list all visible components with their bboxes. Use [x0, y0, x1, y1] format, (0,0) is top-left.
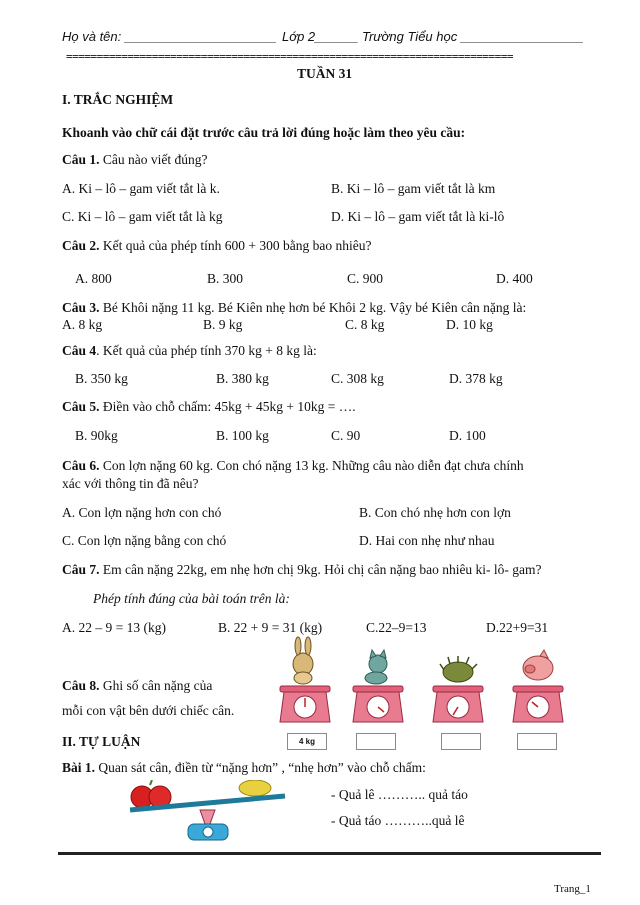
apple-icon: [131, 780, 171, 808]
q7-option-c[interactable]: C.22–9=13: [366, 620, 427, 635]
rabbit-icon: [293, 637, 313, 684]
q2-option-b[interactable]: B. 300: [207, 271, 244, 286]
scale-2: [353, 686, 403, 722]
q6-option-c[interactable]: C. Con lợn nặng bằng con chó: [62, 533, 227, 548]
q2-prompt: Câu 2. Kết quả của phép tính 600 + 300 bằng bao nhiêu?: [62, 238, 372, 253]
q1-option-b[interactable]: B. Ki – lô – gam viết tắt là km: [331, 181, 496, 196]
answer-box-4[interactable]: [517, 733, 557, 750]
q3-prompt: Câu 3. Bé Khôi nặng 11 kg. Bé Kiên nhẹ hơn bé Khôi 2 kg. Vậy bé Kiên cân nặng là:: [62, 300, 527, 315]
q6-option-b[interactable]: B. Con chó nhẹ hơn con lợn: [359, 505, 511, 520]
part1-title: I. TRẮC NGHIỆM: [62, 92, 174, 107]
answer-box-3[interactable]: [441, 733, 481, 750]
cat-icon: [365, 650, 387, 684]
hedgehog-icon: [440, 656, 477, 682]
q6-prompt-cont: xác với thông tin đã nêu?: [62, 476, 199, 491]
q4-prompt: Câu 4. Kết quả của phép tính 370 kg + 8 kg là:: [62, 343, 317, 358]
q1-prompt: Câu 1. Câu nào viết đúng?: [62, 152, 208, 167]
q3-option-b[interactable]: B. 9 kg: [203, 317, 243, 332]
pig-icon: [523, 650, 553, 680]
q1-option-c[interactable]: C. Ki – lô – gam viết tắt là kg: [62, 209, 223, 224]
header-separator: =========================================================================: [66, 50, 513, 63]
q3-option-a[interactable]: A. 8 kg: [62, 317, 103, 332]
part1-instruction: Khoanh vào chữ cái đặt trước câu trả lời đúng hoặc làm theo yêu cầu:: [62, 125, 466, 140]
bai1-prompt: Bài 1. Quan sát cân, điền từ “nặng hơn” , “nhẹ hơn” vào chỗ chấm:: [62, 760, 426, 775]
q7-prompt: Câu 7. Em cân nặng 22kg, em nhẹ hơn chị 9kg. Hỏi chị cân nặng bao nhiêu ki- lô- gam?: [62, 562, 542, 577]
q7-option-d[interactable]: D.22+9=31: [486, 620, 549, 635]
q3-option-c[interactable]: C. 8 kg: [345, 317, 385, 332]
q5-prompt: Câu 5. Điền vào chỗ chấm: 45kg + 45kg + 10kg = ….: [62, 399, 356, 414]
q6-option-d[interactable]: D. Hai con nhẹ như nhau: [359, 533, 495, 548]
balance-illustration: [120, 780, 300, 844]
school-line: Trường Tiểu học _________________: [362, 29, 584, 44]
q2-option-a[interactable]: A. 800: [75, 271, 112, 286]
fill-line-1[interactable]: - Quả lê ……….. quả táo: [331, 787, 468, 802]
q7-option-a[interactable]: A. 22 – 9 = 13 (kg): [62, 620, 166, 635]
q2-option-c[interactable]: C. 900: [347, 271, 384, 286]
scale-3: [433, 686, 483, 722]
answer-box-2[interactable]: [356, 733, 396, 750]
scale-1: [280, 686, 330, 722]
q4-option-b[interactable]: B. 380 kg: [216, 371, 269, 386]
page-number: Trang_1: [554, 883, 591, 895]
q5-option-c[interactable]: C. 90: [331, 428, 361, 443]
animal-scales-illustration: [268, 636, 568, 726]
q6-option-a[interactable]: A. Con lợn nặng hơn con chó: [62, 505, 222, 520]
part2-title: II. TỰ LUẬN: [62, 734, 141, 749]
name-line: Họ và tên: _____________________: [62, 29, 277, 44]
q4-option-c[interactable]: C. 308 kg: [331, 371, 384, 386]
q8-prompt: Câu 8. Ghi số cân nặng của: [62, 678, 213, 693]
fill-line-2[interactable]: - Quả táo ………..quả lê: [331, 813, 465, 828]
q4-option-d[interactable]: D. 378 kg: [449, 371, 503, 386]
footer-rule: [58, 852, 601, 855]
answer-box-1[interactable]: 4 kg: [287, 733, 327, 750]
q1-option-a[interactable]: A. Ki – lô – gam viết tắt là k.: [62, 181, 220, 196]
week-title: TUẦN 31: [297, 66, 353, 81]
q7-option-b[interactable]: B. 22 + 9 = 31 (kg): [218, 620, 323, 635]
q6-prompt: Câu 6. Con lợn nặng 60 kg. Con chó nặng 13 kg. Những câu nào diễn đạt chưa chính: [62, 458, 524, 473]
q4-option-a[interactable]: B. 350 kg: [75, 371, 128, 386]
class-line: Lớp 2______: [282, 29, 359, 44]
q2-option-d[interactable]: D. 400: [496, 271, 533, 286]
q7-subprompt: Phép tính đúng của bài toán trên là:: [93, 591, 290, 606]
q3-option-d[interactable]: D. 10 kg: [446, 317, 493, 332]
scale-4: [513, 686, 563, 722]
q8-prompt-cont: mỗi con vật bên dưới chiếc cân.: [62, 703, 235, 718]
q5-option-b[interactable]: B. 100 kg: [216, 428, 269, 443]
pear-icon: [239, 780, 271, 796]
q1-option-d[interactable]: D. Ki – lô – gam viết tắt là ki-lô: [331, 209, 505, 224]
q5-option-a[interactable]: B. 90kg: [75, 428, 118, 443]
q5-option-d[interactable]: D. 100: [449, 428, 486, 443]
